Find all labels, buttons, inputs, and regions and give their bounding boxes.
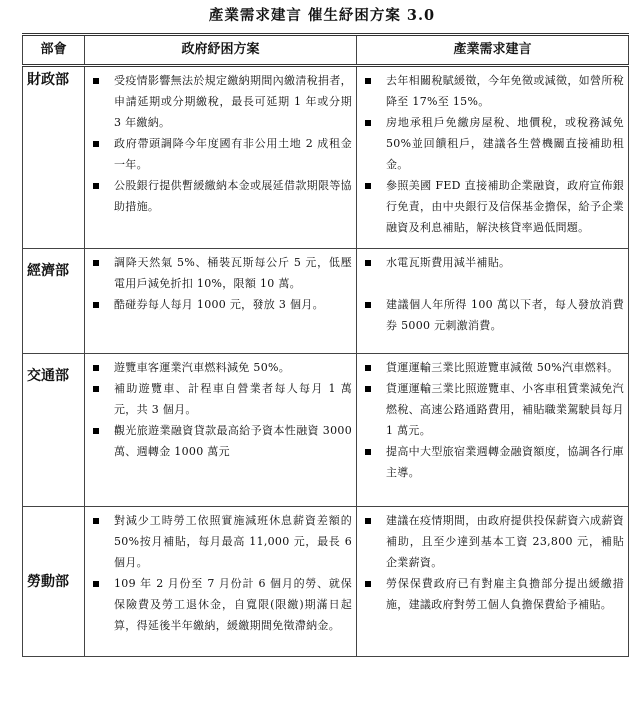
list-item: 房地承租戶免繳房屋稅、地價稅，或稅務減免 50%並回饋租戶，建議各生營機關直接補助租金。 (361, 112, 624, 175)
dept-cell (23, 66, 85, 249)
list-item: 貨運運輸三業比照遊覽車、小客車租賃業減免汽燃稅、高速公路通路費用，補貼職業駕駛員每月 1 萬元。 (361, 378, 624, 441)
table-row (23, 66, 629, 249)
table-row (23, 354, 629, 507)
industry-cell (357, 507, 629, 657)
list-item: 勞保保費政府已有對雇主負擔部分提出緩繳措施，建議政府對勞工個人負擔保費給予補貼。 (361, 573, 624, 615)
list-item: 建議在疫情期間，由政府提供投保薪資六成薪資補助，且至少達到基本工資 23,800 元，補貼企業薪資。 (361, 510, 624, 573)
square-bullet-icon (93, 365, 99, 371)
square-bullet-icon (93, 183, 99, 189)
dept-name: 交通部 (27, 368, 69, 384)
list-item: 觀光旅遊業融資貸款最高給予資本性融資 3000 萬、週轉金 1000 萬元 (89, 420, 352, 462)
header-dept: 部會 (23, 35, 85, 66)
list-item: 109 年 2 月份至 7 月份計 6 個月的勞、就保保險費及勞工退休金，自寬限(限繳)期滿日起算，得延後半年繳納，緩繳期間免徵滯納金。 (89, 573, 352, 636)
header-industry: 產業需求建言 (357, 35, 629, 66)
table-header-row (23, 35, 629, 66)
table-row (23, 507, 629, 657)
list-item: 酷碰券每人每月 1000 元，發放 3 個月。 (89, 294, 352, 315)
square-bullet-icon (365, 581, 371, 587)
gov-cell (85, 66, 357, 249)
list-item: 調降天然氣 5%、桶裝瓦斯每公斤 5 元，低壓電用戶減免折扣 10%，限額 10 萬。 (89, 252, 352, 294)
square-bullet-icon (93, 428, 99, 434)
gov-cell (85, 507, 357, 657)
square-bullet-icon (93, 302, 99, 308)
industry-cell (357, 354, 629, 507)
list-item: 參照美國 FED 直接補助企業融資，政府宣佈銀行免責，由中央銀行及信保基金擔保，給予企業融資及利息補貼，解決核貸率過低問題。 (361, 175, 624, 238)
list-item: 提高中大型旅宿業週轉金融資額度，協調各行庫主導。 (361, 441, 624, 483)
list-item: 政府帶頭調降今年度國有非公用土地 2 成租金一年。 (89, 133, 352, 175)
square-bullet-icon (365, 302, 371, 308)
header-gov: 政府紓困方案 (85, 35, 357, 66)
list-item: 建議個人年所得 100 萬以下者，每人發放消費券 5000 元刺激消費。 (361, 294, 624, 336)
square-bullet-icon (365, 365, 371, 371)
gov-cell (85, 354, 357, 507)
square-bullet-icon (365, 518, 371, 524)
list-item: 受疫情影響無法於規定繳納期間內繳清稅捐者，申請延期或分期繳稅，最長可延期 1 年或分期 3 年繳納。 (89, 70, 352, 133)
dept-cell (23, 354, 85, 507)
square-bullet-icon (365, 120, 371, 126)
dept-name: 勞動部 (27, 573, 69, 590)
square-bullet-icon (93, 78, 99, 84)
square-bullet-icon (365, 260, 371, 266)
square-bullet-icon (93, 260, 99, 266)
industry-cell (357, 66, 629, 249)
square-bullet-icon (93, 581, 99, 587)
table-row (23, 249, 629, 354)
list-item: 公股銀行提供暫緩繳納本金或展延借款期限等協助措施。 (89, 175, 352, 217)
list-item: 對減少工時勞工依照實施減班休息薪資差額的 50%按月補貼，每月最高 11,000 元，最長 6 個月。 (89, 510, 352, 573)
empty-line (361, 273, 624, 294)
list-item: 遊覽車客運業汽車燃料減免 50%。 (89, 357, 352, 378)
list-item: 補助遊覽車、計程車自營業者每人每月 1 萬元，共 3 個月。 (89, 378, 352, 420)
policy-table (22, 33, 629, 657)
gov-cell (85, 249, 357, 354)
document-title: 產業需求建言 催生紓困方案 3.0 (208, 7, 436, 24)
dept-cell (23, 507, 85, 657)
dept-name: 經濟部 (27, 263, 69, 279)
square-bullet-icon (93, 386, 99, 392)
square-bullet-icon (93, 141, 99, 147)
list-item: 貨運運輸三業比照遊覽車減徵 50%汽車燃料。 (361, 357, 624, 378)
list-item: 水電瓦斯費用減半補貼。 (361, 252, 624, 273)
square-bullet-icon (365, 386, 371, 392)
square-bullet-icon (365, 183, 371, 189)
dept-name: 財政部 (27, 72, 69, 88)
list-item: 去年相關稅賦緩徵，今年免徵或減徵，如營所稅降至 17%至 15%。 (361, 70, 624, 112)
square-bullet-icon (93, 518, 99, 524)
dept-cell (23, 249, 85, 354)
industry-cell (357, 249, 629, 354)
square-bullet-icon (365, 78, 371, 84)
square-bullet-icon (365, 449, 371, 455)
